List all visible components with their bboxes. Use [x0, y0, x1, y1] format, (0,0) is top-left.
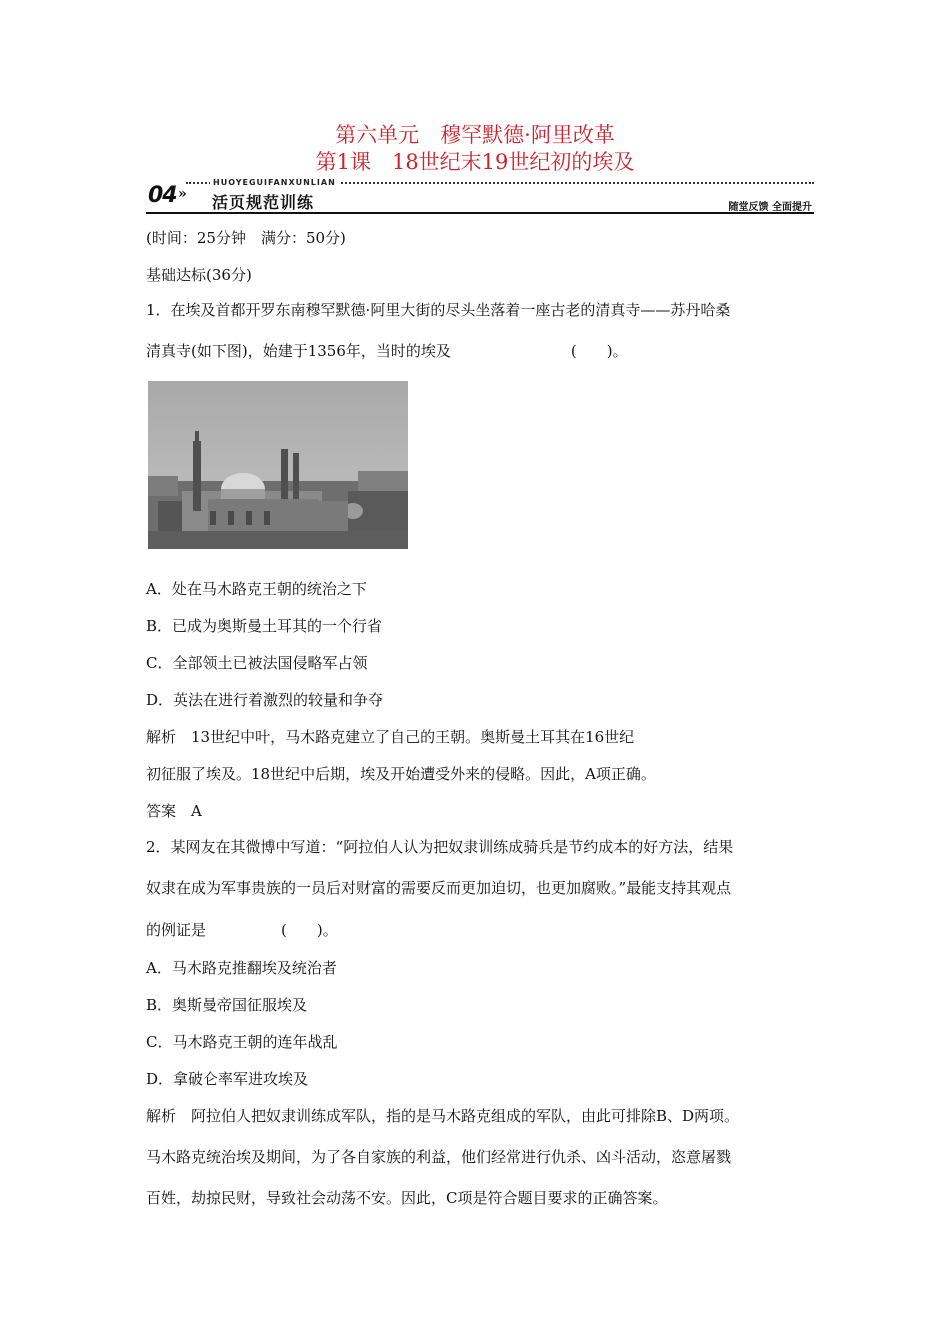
q1-stem-line2: 清真寺(如下图)，始建于1356年，当时的埃及 ( )。 [146, 342, 628, 360]
chevron-icon: » [178, 186, 187, 202]
q1-option-d: D．英法在进行着激烈的较量和争夺 [146, 691, 384, 709]
q2-stem-line2: 奴隶在成为军事贵族的一员后对财富的需要反而更加迫切，也更加腐败。”最能支持其观点 [146, 879, 732, 897]
q1-analysis-line1: 解析 13世纪中叶，马木路克建立了自己的王朝。奥斯曼土耳其在16世纪 [146, 728, 635, 746]
q1-option-b: B．已成为奥斯曼土耳其的一个行省 [146, 617, 383, 635]
q2-analysis-line1: 解析 阿拉伯人把奴隶训练成军队，指的是马木路克组成的军队，由此可排除B、D两项。 [146, 1107, 740, 1125]
section-heading: 基础达标(36分) [146, 266, 252, 284]
exam-meta: (时间：25分钟 满分：50分) [146, 229, 346, 247]
mosque-illustration [148, 381, 408, 549]
q2-analysis-line2: 马木路克统治埃及期间，为了各自家族的利益，他们经常进行仇杀、凶斗活动，恣意屠戮 [146, 1148, 732, 1166]
q1-analysis-line2: 初征服了埃及。18世纪中后期，埃及开始遭受外来的侵略。因此，A项正确。 [146, 765, 656, 783]
q2-option-a: A．马木路克推翻埃及统治者 [146, 959, 337, 977]
q1-answer: 答案 A [146, 802, 202, 820]
mosque-photo [148, 381, 408, 549]
q2-option-d: D．拿破仑率军进攻埃及 [146, 1070, 309, 1088]
q2-analysis-line3: 百姓，劫掠民财，导致社会动荡不安。因此，C项是符合题目要求的正确答案。 [146, 1189, 668, 1207]
q1-option-c: C．全部领土已被法国侵略军占领 [146, 654, 368, 672]
q2-stem-line3: 的例证是 ( )。 [146, 921, 338, 939]
banner-rule [146, 212, 814, 214]
q2-option-b: B．奥斯曼帝国征服埃及 [146, 996, 308, 1014]
q1-stem-line1: 1．在埃及首都开罗东南穆罕默德·阿里大街的尽头坐落着一座古老的清真寺——苏丹哈桑 [146, 301, 731, 319]
q2-option-c: C．马木路克王朝的连年战乱 [146, 1033, 338, 1051]
q1-option-a: A．处在马木路克王朝的统治之下 [146, 580, 367, 598]
section-banner [146, 178, 814, 216]
banner-pinyin: HUOYEGUIFANXUNLIAN [210, 178, 339, 187]
banner-slogan: 随堂反馈 全面提升 [728, 202, 812, 213]
lesson-title: 第1课 18世纪末19世纪初的埃及 [315, 150, 635, 174]
banner-number: 04 [148, 183, 177, 208]
unit-title: 第六单元 穆罕默德·阿里改革 [335, 123, 615, 147]
q2-stem-line1: 2．某网友在其微博中写道：“阿拉伯人认为把奴隶训练成骑兵是节约成本的好方法，结果 [146, 838, 734, 856]
banner-name: 活页规范训练 [212, 193, 315, 212]
